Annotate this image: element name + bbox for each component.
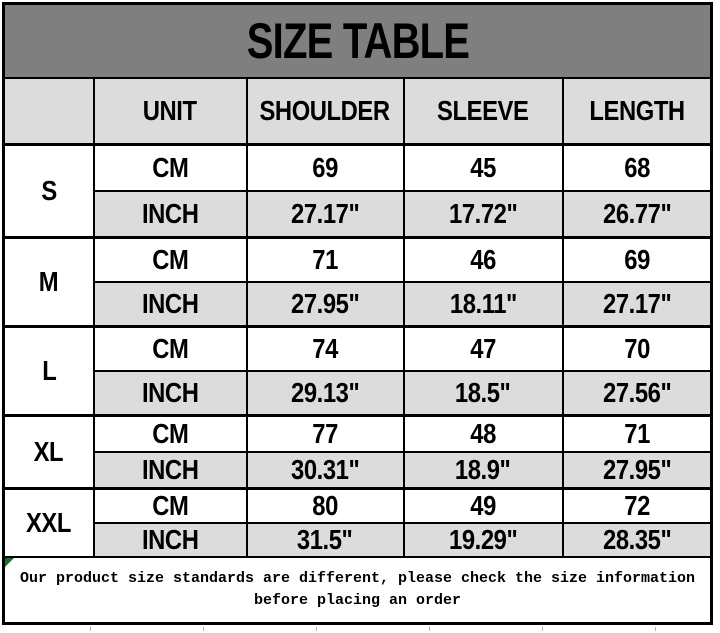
value-cell: 77 (247, 416, 404, 453)
value-cell: 27.17" (247, 191, 404, 238)
column-header-length-label: LENGTH (589, 95, 685, 126)
value-cell: 45 (404, 145, 563, 192)
column-header-sleeve (404, 78, 563, 145)
value-cell: 18.9" (404, 452, 563, 489)
value-cell: 26.77" (563, 191, 712, 238)
table-row-xl-cm (4, 416, 712, 453)
unit-cell: INCH (94, 523, 247, 557)
value-cell: 71 (247, 238, 404, 283)
gridline-remnants (0, 626, 720, 633)
value-cell: 18.5" (404, 371, 563, 416)
table-row-s-inch (4, 191, 712, 238)
table-row-m-cm (4, 238, 712, 283)
gridline-tick (655, 627, 656, 631)
value-cell: 74 (247, 327, 404, 372)
unit-cell: INCH (94, 282, 247, 327)
unit-cell: CM (94, 145, 247, 192)
diagonal-header-cell (4, 78, 94, 145)
comment-marker-icon (5, 558, 14, 567)
size-label-m: M (4, 238, 94, 327)
value-cell: 31.5" (247, 523, 404, 557)
table-row-m-inch (4, 282, 712, 327)
column-header-unit-label: UNIT (143, 95, 198, 126)
value-cell: 17.72" (404, 191, 563, 238)
size-table (2, 2, 713, 625)
gridline-tick (316, 627, 317, 631)
value-cell: 28.35" (563, 523, 712, 557)
column-header-shoulder (247, 78, 404, 145)
table-row-xl-inch (4, 452, 712, 489)
column-header-sleeve-label: SLEEVE (437, 95, 529, 126)
value-cell: 46 (404, 238, 563, 283)
unit-cell: INCH (94, 371, 247, 416)
value-cell: 27.95" (563, 452, 712, 489)
size-label-l: L (4, 327, 94, 416)
value-cell: 19.29" (404, 523, 563, 557)
value-cell: 70 (563, 327, 712, 372)
size-label-xl: XL (4, 416, 94, 489)
table-row-xxl-cm (4, 489, 712, 524)
gridline-tick (203, 627, 204, 631)
value-cell: 48 (404, 416, 563, 453)
unit-cell: CM (94, 238, 247, 283)
note-line-1: Our product size standards are different, please check the size information (19, 570, 696, 587)
unit-cell: CM (94, 416, 247, 453)
value-cell: 18.11" (404, 282, 563, 327)
size-note (4, 557, 712, 624)
table-row-l-inch (4, 371, 712, 416)
column-header-unit (94, 78, 247, 145)
unit-cell: CM (94, 489, 247, 524)
value-cell: 30.31" (247, 452, 404, 489)
value-cell: 49 (404, 489, 563, 524)
note-row (4, 557, 712, 624)
value-cell: 27.17" (563, 282, 712, 327)
unit-cell: CM (94, 327, 247, 372)
value-cell: 27.56" (563, 371, 712, 416)
table-row-s-cm (4, 145, 712, 192)
table-row-xxl-inch (4, 523, 712, 557)
column-header-shoulder-label: SHOULDER (259, 95, 391, 126)
value-cell: 27.95" (247, 282, 404, 327)
value-cell: 80 (247, 489, 404, 524)
header-row (4, 78, 712, 145)
value-cell: 71 (563, 416, 712, 453)
value-cell: 68 (563, 145, 712, 192)
value-cell: 69 (247, 145, 404, 192)
value-cell: 47 (404, 327, 563, 372)
gridline-tick (542, 627, 543, 631)
size-label-xxl: XXL (4, 489, 94, 558)
value-cell: 69 (563, 238, 712, 283)
unit-cell: INCH (94, 452, 247, 489)
page-title-text: SIZE TABLE (246, 13, 469, 69)
gridline-tick (429, 627, 430, 631)
value-cell: 72 (563, 489, 712, 524)
gridline-tick (90, 627, 91, 631)
unit-cell: INCH (94, 191, 247, 238)
column-header-length (563, 78, 712, 145)
note-line-2: before placing an order (253, 592, 462, 609)
value-cell: 29.13" (247, 371, 404, 416)
page-title (4, 4, 712, 79)
title-row (4, 4, 712, 79)
table-row-l-cm (4, 327, 712, 372)
size-label-s: S (4, 145, 94, 238)
